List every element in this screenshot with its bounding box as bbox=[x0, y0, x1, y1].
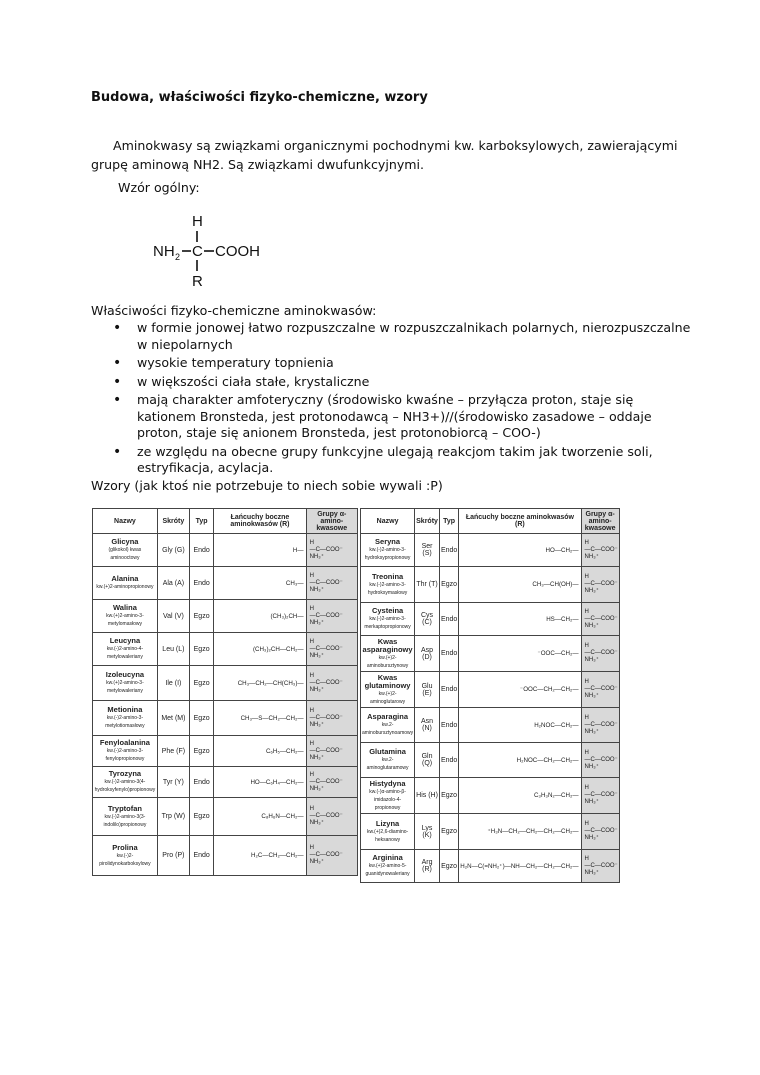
amino-acid-type: Egzo bbox=[189, 600, 213, 633]
group-carboxylate: —C—COO⁻ bbox=[584, 546, 618, 553]
amino-acid-type: Egzo bbox=[189, 736, 213, 767]
amino-acid-abbreviation: Ser (S) bbox=[415, 534, 440, 567]
group-ammonium: NH₃⁺ bbox=[309, 686, 324, 693]
side-chain-formula: CH₃—CH₂—CH(CH₃)— bbox=[214, 666, 306, 701]
amino-acid-abbreviation: Val (V) bbox=[157, 600, 189, 633]
group-hydrogen: H bbox=[309, 806, 314, 812]
amino-acid-name-cell bbox=[361, 534, 415, 567]
amino-acid-type: Egzo bbox=[439, 778, 458, 814]
table-row bbox=[361, 708, 620, 743]
amino-acid-name: Izoleucyna bbox=[105, 670, 145, 679]
amino-acid-name: Kwas glutaminowy bbox=[364, 672, 411, 690]
table-row bbox=[93, 633, 358, 666]
amino-acid-name-cell bbox=[361, 743, 415, 778]
alpha-amino-acid-group bbox=[581, 534, 619, 567]
amino-acid-type: Endo bbox=[439, 603, 458, 636]
side-chain-formula: C₆H₅—CH₂— bbox=[214, 736, 306, 767]
amino-acid-name-cell bbox=[361, 672, 415, 708]
side-chain-formula: (CH₃)₂CH—CH₂— bbox=[214, 633, 306, 666]
group-carboxylate: —C—COO⁻ bbox=[309, 645, 343, 652]
alpha-amino-acid-group bbox=[306, 767, 357, 798]
group-hydrogen: H bbox=[309, 539, 314, 546]
amino-acid-name-cell bbox=[361, 778, 415, 814]
amino-acid-systematic-name: kw.(-)2-amino-3-fenylopropionowy bbox=[105, 748, 145, 762]
alpha-amino-acid-group bbox=[581, 636, 619, 672]
amino-acid-systematic-name: kw.(-)2-amino-3-hydroksymasłowy bbox=[367, 581, 408, 596]
group-hydrogen: H bbox=[584, 821, 589, 827]
side-chain-formula: H₂C—CH₂—CH₂— bbox=[214, 836, 306, 876]
alpha-amino-acid-group bbox=[306, 567, 357, 600]
amino-acid-systematic-name: kw.(+)2-aminoglutarowy bbox=[370, 690, 406, 705]
table-row bbox=[93, 666, 358, 701]
group-hydrogen: H bbox=[584, 679, 589, 685]
side-chain-formula: HS—CH₂— bbox=[459, 603, 581, 636]
amino-acid-name-cell bbox=[93, 666, 158, 701]
amino-acid-name-cell bbox=[361, 708, 415, 743]
alpha-amino-acid-group bbox=[581, 778, 619, 814]
group-ammonium: NH₃⁺ bbox=[584, 763, 599, 770]
amino-acid-name-cell bbox=[93, 736, 158, 767]
amino-acid-abbreviation: Gln (Q) bbox=[415, 743, 440, 778]
group-hydrogen: H bbox=[584, 574, 589, 580]
col-header-typ: Typ bbox=[439, 509, 458, 534]
group-carboxylate: —C—COO⁻ bbox=[584, 650, 618, 656]
table-header-row bbox=[93, 509, 358, 534]
side-chain-formula: (CH₃)₂CH— bbox=[214, 600, 306, 633]
table-row bbox=[361, 603, 620, 636]
amino-acid-name: Histydyna bbox=[369, 778, 406, 788]
alpha-amino-acid-group bbox=[306, 534, 357, 567]
amino-acid-systematic-name: kw.(+)2-amino-3-metylomasłowy bbox=[106, 613, 144, 627]
amino-acid-type: Egzo bbox=[439, 567, 458, 603]
amino-acid-name: Prolina bbox=[112, 842, 138, 852]
intro-paragraph: Aminokwasy są związkami organicznymi pochodnymi kw. karboksylowych, zawierającymi grupę aminową NH2. Są związkami dwufunkcyjnymi. bbox=[91, 138, 678, 172]
amino-acid-systematic-name: kw.(-)2-amino-3-metylotiomasłowy bbox=[105, 715, 145, 729]
amino-acid-type: Egzo bbox=[189, 701, 213, 736]
group-ammonium: NH₃⁺ bbox=[309, 619, 324, 626]
amino-acid-systematic-name: (glikokol) kwas aminooctowy bbox=[108, 547, 142, 561]
group-ammonium: NH₃⁺ bbox=[584, 799, 599, 805]
alpha-amino-acid-group bbox=[581, 672, 619, 708]
amino-acid-type: Endo bbox=[439, 672, 458, 708]
amino-acid-type: Endo bbox=[439, 743, 458, 778]
group-carboxylate: —C—COO⁻ bbox=[584, 686, 618, 692]
amino-acid-name: Fenyloalanina bbox=[99, 738, 150, 747]
general-formula-diagram bbox=[150, 212, 280, 292]
amino-acid-table-right bbox=[360, 508, 620, 883]
group-hydrogen: H bbox=[309, 740, 314, 747]
amino-acid-name-cell bbox=[93, 567, 158, 600]
group-ammonium: NH₃⁺ bbox=[584, 693, 599, 699]
alpha-amino-acid-group bbox=[306, 736, 357, 767]
amino-acid-name-cell bbox=[93, 600, 158, 633]
col-header-abbr: Skróty bbox=[415, 509, 440, 534]
alpha-amino-acid-group bbox=[306, 701, 357, 736]
group-ammonium: NH₃⁺ bbox=[584, 869, 599, 876]
group-ammonium: NH₃⁺ bbox=[584, 835, 599, 841]
alpha-amino-acid-group bbox=[581, 814, 619, 850]
group-hydrogen: H bbox=[309, 638, 314, 645]
group-ammonium: NH₃⁺ bbox=[584, 657, 599, 663]
group-hydrogen: H bbox=[584, 608, 589, 615]
col-header-typ: Typ bbox=[189, 509, 213, 534]
amino-acid-type: Egzo bbox=[439, 814, 458, 850]
amino-acid-name: Glicyna bbox=[111, 537, 139, 546]
amino-acid-type: Endo bbox=[189, 836, 213, 876]
amino-acid-type: Egzo bbox=[189, 798, 213, 836]
side-chain-formula: C₃H₃N₂—CH₂— bbox=[459, 778, 581, 814]
table-body-right bbox=[361, 534, 620, 883]
list-item: • w większości ciała stałe, krystaliczne bbox=[91, 374, 691, 391]
formula-cooh-group: COOH bbox=[215, 243, 260, 260]
amino-acid-abbreviation: Glu (E) bbox=[415, 672, 440, 708]
amino-acid-systematic-name: kw.(-)2-amino-4-metylowaleriany bbox=[106, 646, 144, 660]
table-row bbox=[361, 534, 620, 567]
group-ammonium: NH₃⁺ bbox=[309, 553, 324, 560]
amino-acid-type: Endo bbox=[439, 708, 458, 743]
amino-acid-name: Seryna bbox=[375, 537, 401, 546]
group-carboxylate: —C—COO⁻ bbox=[584, 615, 618, 622]
table-row bbox=[93, 736, 358, 767]
amino-acid-type: Endo bbox=[439, 534, 458, 567]
list-item: • mają charakter amfoteryczny (środowisko kwaśne – przyłącza proton, staje się kationem Bronsteda, jest protonodawcą – NH3+)//(środowisko zasadowe – oddaje proton, staje się anionem Bronsteda, jest protonobiorcą – COO-) bbox=[91, 392, 691, 442]
side-chain-formula: CH₃—CH(OH)— bbox=[459, 567, 581, 603]
group-hydrogen: H bbox=[584, 749, 589, 756]
amino-acid-systematic-name: kw.(+)2-amino-5-guanidynowaleriany bbox=[365, 863, 410, 877]
side-chain-formula: ⁻OOC—CH₂—CH₂— bbox=[459, 672, 581, 708]
amino-acid-abbreviation: Tyr (Y) bbox=[157, 767, 189, 798]
group-hydrogen: H bbox=[584, 714, 589, 721]
alpha-amino-acid-group bbox=[306, 633, 357, 666]
col-header-group: Grupy α-amino-kwasowe bbox=[306, 509, 357, 534]
col-header-group: Grupy α-amino-kwasowe bbox=[581, 509, 619, 534]
group-ammonium: NH₃⁺ bbox=[309, 754, 324, 761]
amino-acid-table-left bbox=[92, 508, 358, 876]
list-item: • w formie jonowej łatwo rozpuszczalne w rozpuszczalnikach polarnych, nierozpuszczalne w niepolarnych bbox=[91, 320, 691, 353]
amino-acid-name-cell bbox=[93, 798, 158, 836]
amino-acid-type: Egzo bbox=[189, 633, 213, 666]
group-carboxylate: —C—COO⁻ bbox=[309, 714, 343, 721]
alpha-amino-acid-group bbox=[581, 603, 619, 636]
amino-acid-type: Egzo bbox=[189, 666, 213, 701]
alpha-amino-acid-group bbox=[306, 798, 357, 836]
amino-acid-systematic-name: kw.(+)2-aminopropionowy bbox=[96, 584, 154, 590]
alpha-amino-acid-group bbox=[581, 850, 619, 883]
properties-title: Właściwości fizyko-chemiczne aminokwasów: bbox=[91, 303, 377, 318]
amino-acid-abbreviation: Lys (K) bbox=[415, 814, 440, 850]
group-ammonium: NH₃⁺ bbox=[584, 553, 599, 560]
amino-acid-name: Walina bbox=[112, 603, 137, 612]
group-carboxylate: —C—COO⁻ bbox=[309, 747, 343, 754]
group-carboxylate: —C—COO⁻ bbox=[309, 612, 343, 619]
group-ammonium: NH₃⁺ bbox=[309, 859, 324, 865]
amino-acid-name: Leucyna bbox=[109, 636, 141, 645]
group-ammonium: NH₃⁺ bbox=[309, 785, 324, 792]
amino-acid-name-cell bbox=[361, 814, 415, 850]
col-header-chain: Łańcuchy boczne aminokwasów (R) bbox=[459, 509, 581, 534]
group-ammonium: NH₃⁺ bbox=[584, 588, 599, 594]
amino-acid-type: Egzo bbox=[439, 850, 458, 883]
table-row bbox=[93, 836, 358, 876]
amino-acid-abbreviation: Arg (R) bbox=[415, 850, 440, 883]
group-ammonium: NH₃⁺ bbox=[309, 820, 324, 826]
amino-acid-name-cell bbox=[361, 603, 415, 636]
amino-acid-abbreviation: Leu (L) bbox=[157, 633, 189, 666]
group-hydrogen: H bbox=[584, 539, 589, 546]
group-hydrogen: H bbox=[309, 572, 314, 579]
group-carboxylate: —C—COO⁻ bbox=[584, 721, 618, 728]
table-row bbox=[93, 534, 358, 567]
group-carboxylate: —C—COO⁻ bbox=[584, 828, 618, 834]
side-chain-formula: H— bbox=[214, 534, 306, 567]
side-chain-formula: HO—CH₂— bbox=[459, 534, 581, 567]
amino-acid-systematic-name: kw.(+)2-aminobursztynowy bbox=[366, 654, 409, 669]
amino-acid-systematic-name: kw.(+)2-amino-3-metylowaleriany bbox=[106, 680, 144, 694]
amino-acid-name: Asparagina bbox=[367, 712, 408, 721]
alpha-amino-acid-group bbox=[581, 567, 619, 603]
formula-r-bottom: R bbox=[192, 273, 203, 290]
amino-acid-systematic-name: kw.(-)2-pirolidynokarboksylowy bbox=[99, 852, 151, 867]
amino-acid-name-cell bbox=[361, 850, 415, 883]
amino-acid-type: Endo bbox=[439, 636, 458, 672]
amino-acid-abbreviation: Thr (T) bbox=[415, 567, 440, 603]
side-chain-formula: C₈H₆N—CH₂— bbox=[214, 798, 306, 836]
amino-acid-type: Endo bbox=[189, 534, 213, 567]
amino-acid-name: Tyrozyna bbox=[108, 769, 142, 778]
amino-acid-abbreviation: Ile (I) bbox=[157, 666, 189, 701]
table-row bbox=[93, 798, 358, 836]
formula-label: Wzór ogólny: bbox=[118, 180, 200, 195]
amino-acid-abbreviation: Ala (A) bbox=[157, 567, 189, 600]
group-carboxylate: —C—COO⁻ bbox=[309, 679, 343, 686]
group-carboxylate: —C—COO⁻ bbox=[309, 778, 343, 785]
side-chain-formula: ⁺H₃N—CH₂—CH₂—CH₂—CH₂— bbox=[459, 814, 581, 850]
amino-acid-name-cell bbox=[93, 701, 158, 736]
group-ammonium: NH₃⁺ bbox=[584, 728, 599, 735]
amino-acid-name: Lizyna bbox=[375, 818, 400, 828]
amino-acid-abbreviation: His (H) bbox=[415, 778, 440, 814]
amino-acid-name: Alanina bbox=[111, 574, 139, 583]
side-chain-formula: CH₃—S—CH₂—CH₂— bbox=[214, 701, 306, 736]
table-header-row bbox=[361, 509, 620, 534]
group-ammonium: NH₃⁺ bbox=[584, 622, 599, 629]
alpha-amino-acid-group bbox=[581, 708, 619, 743]
group-hydrogen: H bbox=[309, 672, 314, 679]
group-carboxylate: —C—COO⁻ bbox=[584, 581, 618, 587]
table-body-left bbox=[93, 534, 358, 876]
table-row bbox=[93, 701, 358, 736]
amino-acid-systematic-name: kw.2-aminobursztynoamowy bbox=[362, 722, 414, 736]
group-carboxylate: —C—COO⁻ bbox=[584, 756, 618, 763]
amino-acid-name: Cysteina bbox=[371, 606, 404, 615]
group-hydrogen: H bbox=[584, 855, 589, 862]
amino-acid-type: Endo bbox=[189, 567, 213, 600]
amino-acid-name: Kwas asparaginowy bbox=[362, 636, 413, 654]
side-chain-formula: H₂NOC—CH₂— bbox=[459, 708, 581, 743]
formula-c-center: C bbox=[192, 243, 203, 260]
group-hydrogen: H bbox=[309, 707, 314, 714]
side-chain-formula: HO—C₆H₄—CH₂— bbox=[214, 767, 306, 798]
alpha-amino-acid-group bbox=[581, 743, 619, 778]
group-carboxylate: —C—COO⁻ bbox=[584, 792, 618, 798]
side-chain-formula: CH₃— bbox=[214, 567, 306, 600]
amino-acid-name: Treonina bbox=[371, 571, 404, 581]
amino-acid-systematic-name: kw.(-)2-amino-3(3-indolilo)propionowy bbox=[103, 813, 147, 828]
amino-acid-name-cell bbox=[93, 534, 158, 567]
amino-acid-systematic-name: kw.2-aminoglutaramowy bbox=[366, 757, 409, 771]
table-row bbox=[361, 850, 620, 883]
group-ammonium: NH₃⁺ bbox=[309, 721, 324, 728]
amino-acid-name: Arginina bbox=[372, 853, 403, 862]
table-row bbox=[361, 567, 620, 603]
side-chain-formula: ⁻OOC—CH₂— bbox=[459, 636, 581, 672]
amino-acid-systematic-name: kw.(+)2,6-diamino-heksanowy bbox=[366, 828, 409, 843]
group-hydrogen: H bbox=[309, 845, 314, 851]
table-row bbox=[93, 767, 358, 798]
group-carboxylate: —C—COO⁻ bbox=[309, 852, 343, 858]
col-header-name: Nazwy bbox=[361, 509, 415, 534]
table-row bbox=[93, 567, 358, 600]
alpha-amino-acid-group bbox=[306, 836, 357, 876]
amino-acid-name-cell bbox=[361, 567, 415, 603]
table-row bbox=[361, 778, 620, 814]
table-row bbox=[93, 600, 358, 633]
amino-acid-systematic-name: kw.(-)2-amino-3(4-hydroksyfenylo)propionowy bbox=[94, 779, 156, 793]
group-hydrogen: H bbox=[309, 771, 314, 778]
amino-acid-systematic-name: kw.(-)2-amino-3-merkaptopropionowy bbox=[364, 616, 411, 630]
amino-acid-abbreviation: Phe (F) bbox=[157, 736, 189, 767]
table-row bbox=[361, 636, 620, 672]
group-hydrogen: H bbox=[584, 785, 589, 791]
amino-acid-abbreviation: Cys (C) bbox=[415, 603, 440, 636]
group-hydrogen: H bbox=[584, 643, 589, 649]
table-row bbox=[361, 743, 620, 778]
table-row bbox=[361, 672, 620, 708]
amino-acid-name: Tryptofan bbox=[107, 803, 142, 813]
document-heading: Budowa, właściwości fizyko-chemiczne, wzory bbox=[91, 90, 428, 105]
formula-nh-subscript: 2 bbox=[175, 252, 181, 262]
group-carboxylate: —C—COO⁻ bbox=[309, 579, 343, 586]
alpha-amino-acid-group bbox=[306, 600, 357, 633]
amino-acid-abbreviation: Asp (D) bbox=[415, 636, 440, 672]
side-chain-formula: H₂NOC—CH₂—CH₂— bbox=[459, 743, 581, 778]
amino-acid-name: Metionina bbox=[107, 705, 143, 714]
side-chain-formula: H₂N—C(=NH₂⁺)—NH—CH₂—CH₂—CH₂— bbox=[459, 850, 581, 883]
amino-acid-systematic-name: kw.(-)α-amino-β-imidazolo-4-propionowy bbox=[369, 788, 406, 811]
formula-h-top: H bbox=[192, 213, 203, 230]
amino-acid-abbreviation: Met (M) bbox=[157, 701, 189, 736]
group-carboxylate: —C—COO⁻ bbox=[309, 813, 343, 819]
group-hydrogen: H bbox=[309, 605, 314, 612]
group-ammonium: NH₃⁺ bbox=[309, 586, 324, 593]
formulas-caption: Wzory (jak ktoś nie potrzebuje to niech sobie wywali :P) bbox=[91, 478, 443, 493]
col-header-abbr: Skróty bbox=[157, 509, 189, 534]
amino-acid-name-cell bbox=[361, 636, 415, 672]
amino-acid-abbreviation: Gly (G) bbox=[157, 534, 189, 567]
amino-acid-abbreviation: Pro (P) bbox=[157, 836, 189, 876]
amino-acid-name-cell bbox=[93, 836, 158, 876]
amino-acid-abbreviation: Asn (N) bbox=[415, 708, 440, 743]
group-carboxylate: —C—COO⁻ bbox=[584, 862, 618, 869]
amino-acid-abbreviation: Trp (W) bbox=[157, 798, 189, 836]
amino-acid-type: Endo bbox=[189, 767, 213, 798]
table-row bbox=[361, 814, 620, 850]
properties-list bbox=[91, 320, 691, 479]
amino-acid-systematic-name: kw.(-)2-amino-3-hydroksypropionowy bbox=[364, 547, 411, 561]
col-header-chain: Łańcuchy boczne aminokwasów (R) bbox=[214, 509, 306, 534]
col-header-name: Nazwy bbox=[93, 509, 158, 534]
list-item: • ze względu na obecne grupy funkcyjne ulegają reakcjom takim jak tworzenie soli, estryfikacja, acylacja. bbox=[91, 444, 691, 477]
list-item: • wysokie temperatury topnienia bbox=[91, 355, 691, 372]
amino-acid-name-cell bbox=[93, 633, 158, 666]
amino-acid-name: Glutamina bbox=[369, 747, 406, 756]
formula-nh-group: NH bbox=[153, 243, 175, 260]
amino-acid-name-cell bbox=[93, 767, 158, 798]
group-carboxylate: —C—COO⁻ bbox=[309, 546, 343, 553]
alpha-amino-acid-group bbox=[306, 666, 357, 701]
group-ammonium: NH₃⁺ bbox=[309, 652, 324, 659]
